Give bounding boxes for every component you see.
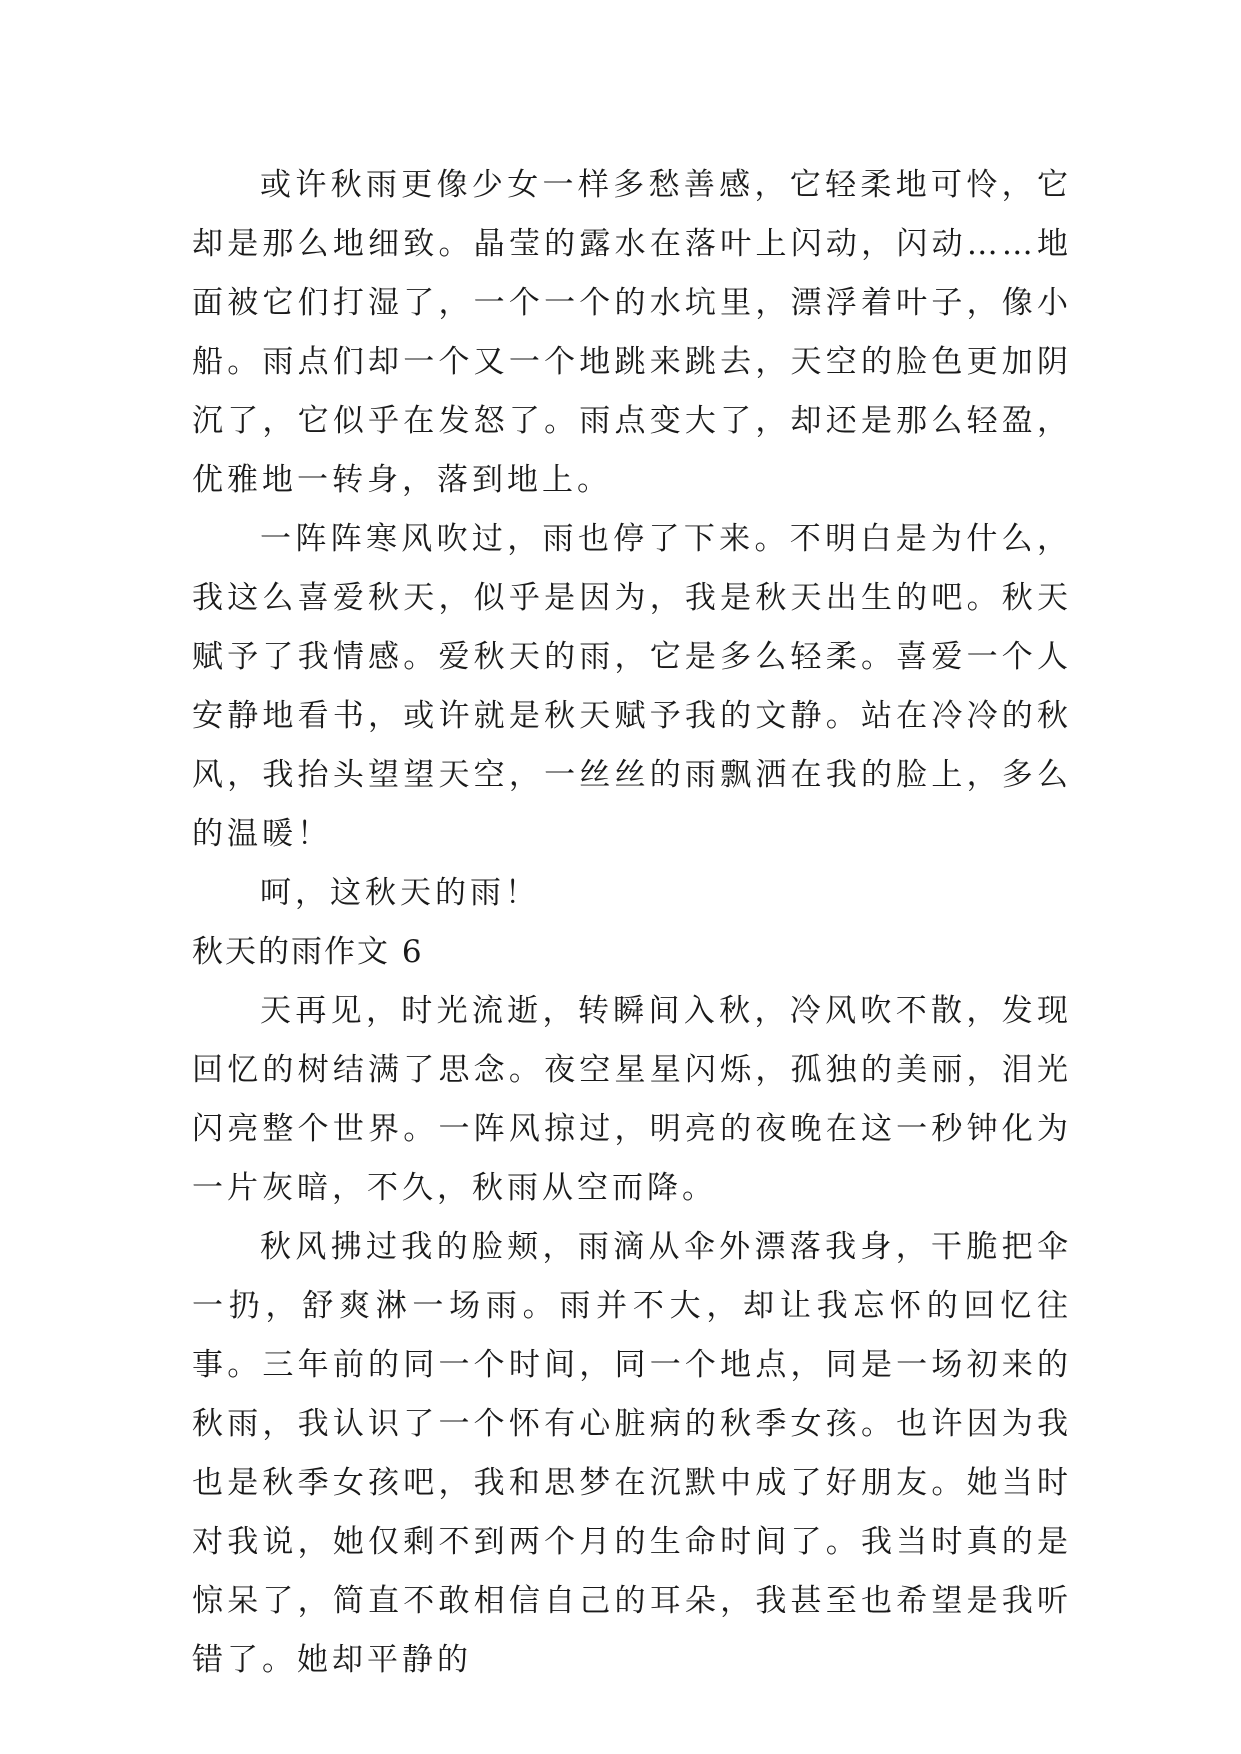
- document-body: [192, 156, 1072, 1690]
- section-title: 秋天的雨作文 6: [192, 934, 424, 970]
- paragraph-memory: 秋风拂过我的脸颊，雨滴从伞外漂落我身，干脆把伞一扔，舒爽淋一场雨。雨并不大，却让我忘怀的回忆往事。三年前的同一个时间，同一个地点，同是一场初来的秋雨，我认识了一个怀有心脏病的秋季女孩。也许因为我也是秋季女孩吧，我和思梦在沉默中成了好朋友。她当时对我说，她仅剩不到两个月的生命时间了。我当时真的是惊呆了，简直不敢相信自己的耳朵，我甚至也希望是我听错了。她却平静的: [192, 1229, 1072, 1678]
- paragraph-cold-wind: 一阵阵寒风吹过，雨也停了下来。不明白是为什么，我这么喜爱秋天，似乎是因为，我是秋天出生的吧。秋天赋予了我情感。爱秋天的雨，它是多么轻柔。喜爱一个人安静地看书，或许就是秋天赋予我的文静。站在冷冷的秋风，我抬头望望天空，一丝丝的雨飘洒在我的脸上，多么的温暖！: [192, 521, 1072, 852]
- paragraph-autumn-rain-girl: 或许秋雨更像少女一样多愁善感，它轻柔地可怜，它却是那么地细致。晶莹的露水在落叶上闪动，闪动……地面被它们打湿了，一个一个的水坑里，漂浮着叶子，像小船。雨点们却一个又一个地跳来跳去，天空的脸色更加阴沉了，它似乎在发怒了。雨点变大了，却还是那么轻盈，优雅地一转身，落到地上。: [192, 167, 1072, 498]
- paragraph-night-sky: 天再见，时光流逝，转瞬间入秋，冷风吹不散，发现回忆的树结满了思念。夜空星星闪烁，孤独的美丽，泪光闪亮整个世界。一阵风掠过，明亮的夜晚在这一秒钟化为一片灰暗，不久，秋雨从空而降。: [192, 993, 1072, 1206]
- paragraph-exclamation: 呵，这秋天的雨！: [260, 875, 540, 911]
